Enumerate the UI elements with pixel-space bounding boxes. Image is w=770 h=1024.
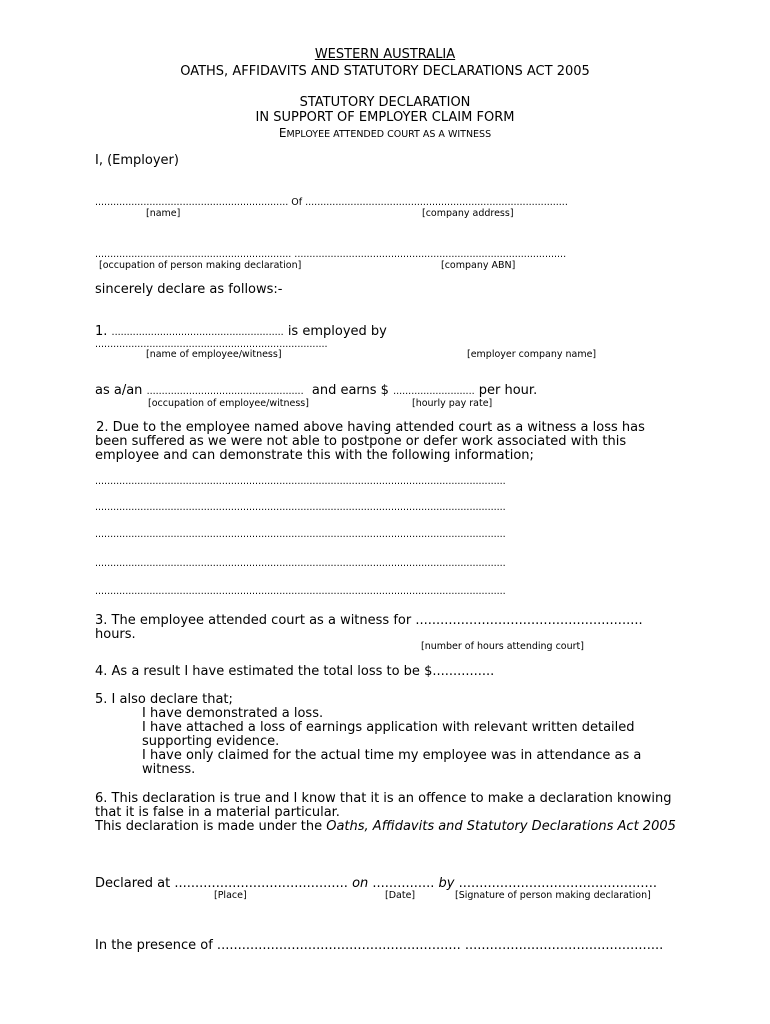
hourly-rate-field[interactable]: ........................... [393, 386, 475, 397]
date-field[interactable]: ............... [368, 876, 439, 891]
and-earns-text: and earns $ [303, 383, 394, 398]
witness-line[interactable]: In the presence of ........................................................... ................................................ [95, 938, 664, 953]
item3-line2: hours. [95, 627, 136, 642]
as-a-an-text: as a/an [95, 383, 147, 398]
made-under-text: This declaration is made under the [95, 819, 327, 834]
item6-line3 [95, 820, 676, 833]
label-name: [name] [146, 208, 181, 219]
item2-line3: employee and can demonstrate this with the following information; [95, 448, 534, 463]
occupation-earnings-line [95, 384, 537, 397]
info-line-1[interactable]: ........................................................................................................................................ [95, 476, 506, 487]
label-employer-company: [employer company name] [467, 349, 597, 360]
declared-at-line [95, 877, 657, 890]
employer-company-field[interactable]: ............................................................................. [95, 339, 328, 350]
label-hours: [number of hours attending court] [421, 641, 584, 652]
declaration-bullet-3a: I have only claimed for the actual time my employee was in attendance as a [142, 748, 642, 763]
declaration-bullet-2b: supporting evidence. [142, 734, 280, 749]
declaration-bullet-3b: witness. [142, 762, 196, 777]
per-hour-text: per hour. [474, 383, 538, 398]
sincerely-declare: sincerely declare as follows:- [95, 282, 283, 297]
info-line-5[interactable]: ........................................................................................................................................ [95, 586, 506, 597]
label-employee-occupation: [occupation of employee/witness] [148, 398, 309, 409]
form-subsubtitle [0, 127, 770, 140]
info-line-2[interactable]: ........................................................................................................................................ [95, 502, 506, 513]
label-place: [Place] [214, 890, 247, 901]
act-name-italic: Oaths, Affidavits and Statutory Declarations Act 2005 [326, 819, 676, 834]
item1-line [95, 325, 387, 338]
by-text: by [438, 876, 455, 891]
item2-line1: 2. Due to the employee named above having attended court as a witness a loss has [92, 420, 645, 435]
subsubtitle-initial: E [278, 126, 287, 140]
form-title: STATUTORY DECLARATION [299, 95, 471, 110]
info-line-4[interactable]: ........................................................................................................................................ [95, 558, 506, 569]
form-subtitle: IN SUPPORT OF EMPLOYER CLAIM FORM [255, 110, 515, 125]
declaration-bullet-1: I have demonstrated a loss. [142, 706, 324, 721]
signature-field[interactable]: ................................................ [454, 876, 657, 891]
label-company-address: [company address] [422, 208, 514, 219]
item1-number: 1. [95, 324, 112, 339]
subsubtitle-rest: MPLOYEE ATTENDED COURT AS A WITNESS [286, 129, 492, 140]
item5-intro: 5. I also declare that; [95, 692, 233, 707]
item4-line[interactable]: 4. As a result I have estimated the total loss to be $............... [95, 664, 495, 679]
jurisdiction-heading: WESTERN AUSTRALIA [314, 47, 456, 62]
label-occupation: [occupation of person making declaration] [99, 260, 302, 271]
info-line-3[interactable]: ........................................................................................................................................ [95, 529, 506, 540]
item2-line2: been suffered as we were not able to postpone or defer work associated with this [95, 434, 627, 449]
occupation-abn-line[interactable]: ................................................................. .......................................................................................... [95, 249, 567, 260]
name-address-line[interactable]: ................................................................ Of ....................................................................................... [95, 197, 568, 208]
place-field[interactable]: Declared at .......................................... [95, 876, 353, 891]
act-heading: OATHS, AFFIDAVITS AND STATUTORY DECLARATIONS ACT 2005 [180, 64, 590, 79]
employee-occupation-field[interactable]: .................................................... [146, 386, 304, 397]
label-hourly-rate: [hourly pay rate] [412, 398, 493, 409]
on-text: on [352, 876, 369, 891]
employed-by-text: is employed by [283, 324, 387, 339]
item6-line1: 6. This declaration is true and I know that it is an offence to make a declaration knowing [95, 791, 672, 806]
label-date: [Date] [385, 890, 416, 901]
item3-line1[interactable]: 3. The employee attended court as a witness for ....................................................... [95, 613, 643, 628]
label-company-abn: [company ABN] [441, 260, 516, 271]
label-signature: [Signature of person making declaration] [455, 890, 651, 901]
employer-intro: I, (Employer) [95, 153, 179, 168]
declaration-bullet-2a: I have attached a loss of earnings application with relevant written detailed [142, 720, 635, 735]
employee-name-field[interactable]: ......................................................... [111, 327, 284, 338]
item6-line2: that it is false in a material particular. [95, 805, 340, 820]
label-employee-name: [name of employee/witness] [146, 349, 282, 360]
